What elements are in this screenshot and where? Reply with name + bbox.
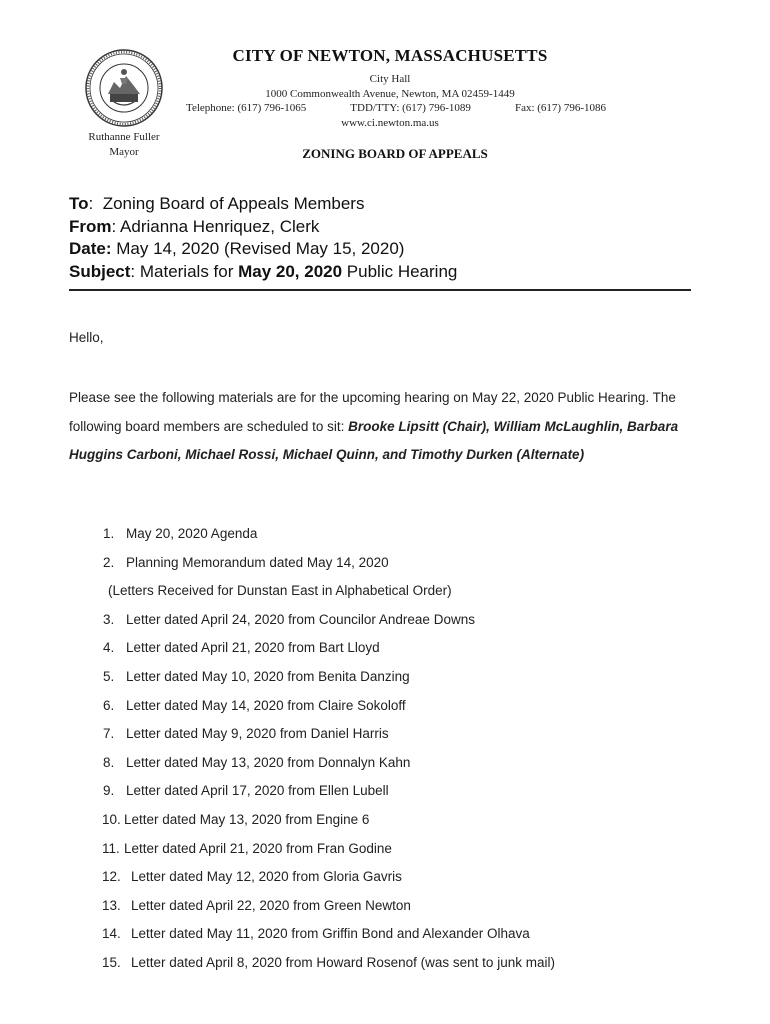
list-item-number: 12.: [102, 869, 121, 885]
list-item-text: Letter dated April 21, 2020 from Fran Godine: [124, 840, 392, 856]
to-value: Zoning Board of Appeals Members: [93, 194, 365, 213]
contact-line: [186, 102, 606, 114]
list-item-text: Letter dated April 21, 2020 from Bart Lloyd: [126, 640, 380, 656]
subject-end: Public Hearing: [342, 261, 458, 281]
list-item-number: 10.: [102, 812, 121, 827]
board-members: Brooke Lipsitt (Chair), William McLaughlin, Barbara Huggins Carboni, Michael Rossi, Michael Quinn, and Timothy Durken (Alternate): [69, 418, 679, 462]
memo-subject: [69, 261, 709, 284]
department-heading: ZONING BOARD OF APPEALS: [302, 146, 488, 161]
date-label: Date:: [69, 239, 112, 258]
list-item-number: 2.: [103, 554, 115, 570]
list-item-text: Letter dated April 8, 2020 from Howard Rosenof (was sent to junk mail): [131, 955, 555, 970]
list-item-number: 6.: [103, 697, 115, 713]
memo-date: [69, 238, 709, 261]
date-value: May 14, 2020 (Revised May 15, 2020): [111, 239, 405, 258]
list-item-text: Letter dated April 22, 2020 from Green Newton: [131, 897, 411, 913]
memo-from: From: Adrianna Henriquez, Clerk: [69, 216, 320, 236]
list-item-text: Letter dated April 17, 2020 from Ellen Lubell: [126, 783, 389, 799]
subject-text: : Materials for: [130, 261, 239, 281]
subject-label: Subject: [69, 261, 131, 281]
mayor-name: Ruthanne Fuller: [88, 131, 160, 143]
list-item-number: 14.: [102, 926, 121, 942]
city-hall-line: City Hall: [369, 73, 411, 85]
intro-paragraph: [69, 384, 689, 470]
list-item-number: 15.: [102, 955, 121, 970]
address-line: 1000 Commonwealth Avenue, Newton, MA 02459-1449: [265, 88, 515, 100]
list-item-text: Letter dated May 10, 2020 from Benita Danzing: [126, 669, 410, 684]
list-item-text: Letter dated May 13, 2020 from Engine 6: [124, 812, 370, 827]
list-item-number: 3.: [103, 611, 115, 627]
list-item-text: Letter dated May 12, 2020 from Gloria Gavris: [131, 869, 402, 885]
website-link[interactable]: www.ci.newton.ma.us: [341, 117, 439, 129]
memo-header: [69, 193, 709, 283]
list-item-text: Letter dated April 24, 2020 from Councilor Andreae Downs: [126, 611, 475, 627]
to-label: To: [69, 194, 89, 213]
list-item-number: 5.: [103, 669, 115, 684]
fax: Fax: (617) 796-1086: [514, 102, 606, 114]
list-item-text: Letter dated May 13, 2020 from Donnalyn Kahn: [126, 754, 411, 770]
list-item-number: 11.: [102, 840, 120, 856]
city-seal-icon: [84, 48, 164, 128]
list-item-text: May 20, 2020 Agenda: [126, 526, 258, 541]
intro-text: Please see the following materials are for the upcoming hearing on May 22, 2020 Public Hearing. The following board members are scheduled to sit:: [69, 390, 676, 434]
list-item-number: 8.: [103, 754, 115, 770]
list-item-number: 9.: [103, 783, 115, 799]
city-title: CITY OF NEWTON, MASSACHUSETTS: [232, 46, 548, 65]
from-label: From: [69, 216, 112, 236]
list-item-number: 13.: [102, 897, 121, 913]
greeting: Hello,: [69, 330, 104, 345]
list-item-number: 1.: [103, 526, 115, 541]
list-item-text: Letter dated May 9, 2020 from Daniel Harris: [126, 726, 389, 742]
memo-to: To: Zoning Board of Appeals Members: [69, 194, 365, 213]
list-item-text: (Letters Received for Dunstan East in Alphabetical Order): [108, 583, 452, 599]
list-item-number: 4.: [103, 640, 115, 656]
list-item-number: 7.: [103, 726, 115, 742]
tdd-tty: TDD/TTY: (617) 796-1089: [350, 102, 471, 114]
list-item-text: Planning Memorandum dated May 14, 2020: [126, 554, 389, 570]
from-value: Adrianna Henriquez, Clerk: [116, 216, 320, 236]
list-item-text: Letter dated May 11, 2020 from Griffin Bond and Alexander Olhava: [131, 926, 530, 942]
header-divider: [69, 289, 691, 291]
mayor-title: Mayor: [109, 146, 139, 158]
subject-date: May 20, 2020: [238, 261, 343, 281]
list-item-text: Letter dated May 14, 2020 from Claire Sokoloff: [126, 697, 406, 713]
telephone: Telephone: (617) 796-1065: [186, 102, 307, 114]
